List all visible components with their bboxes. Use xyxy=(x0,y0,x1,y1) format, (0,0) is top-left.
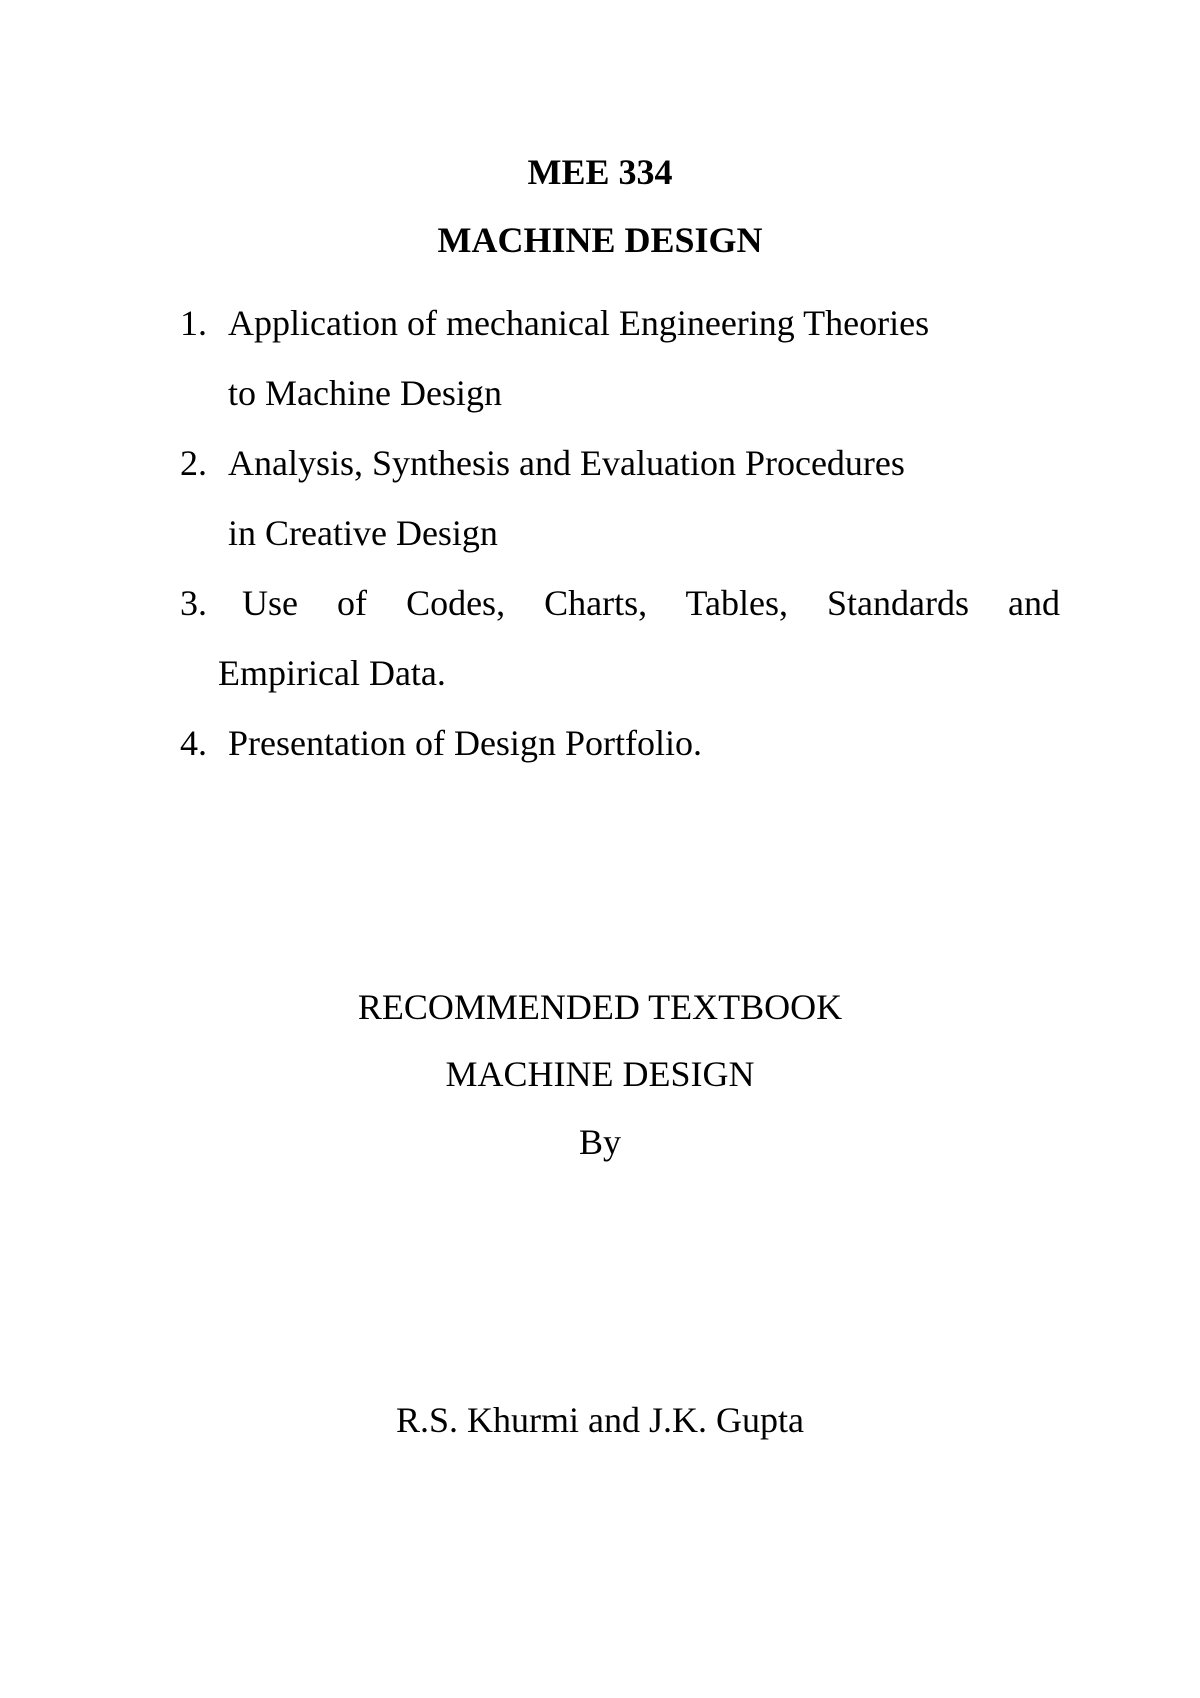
textbook-title: MACHINE DESIGN xyxy=(445,1054,755,1094)
course-title: MACHINE DESIGN xyxy=(437,220,763,260)
topic-number: 4. xyxy=(180,723,207,763)
textbook-label: RECOMMENDED TEXTBOOK xyxy=(357,987,843,1027)
course-code: MEE 334 xyxy=(527,152,673,192)
topic-item xyxy=(180,288,1060,428)
topic-text: Analysis, Synthesis and Evaluation Procedures xyxy=(228,443,905,483)
topic-item xyxy=(180,708,1060,778)
topic-text: Empirical Data. xyxy=(218,653,446,693)
topic-number: 3. xyxy=(180,583,207,623)
topic-number: 1. xyxy=(180,303,207,343)
textbook-by: By xyxy=(578,1122,621,1162)
textbook-authors: R.S. Khurmi and J.K. Gupta xyxy=(396,1400,804,1440)
topic-text: in Creative Design xyxy=(228,513,498,553)
topic-text: to Machine Design xyxy=(228,373,502,413)
topic-text: Application of mechanical Engineering Theories xyxy=(228,303,930,343)
topic-text: Presentation of Design Portfolio. xyxy=(228,723,702,763)
topic-list xyxy=(180,288,1060,778)
topic-item xyxy=(180,428,1060,568)
topic-number: 2. xyxy=(180,443,207,483)
topic-text: Use of Codes, Charts, Tables, Standards and xyxy=(242,583,1060,623)
topic-item xyxy=(180,568,1060,708)
